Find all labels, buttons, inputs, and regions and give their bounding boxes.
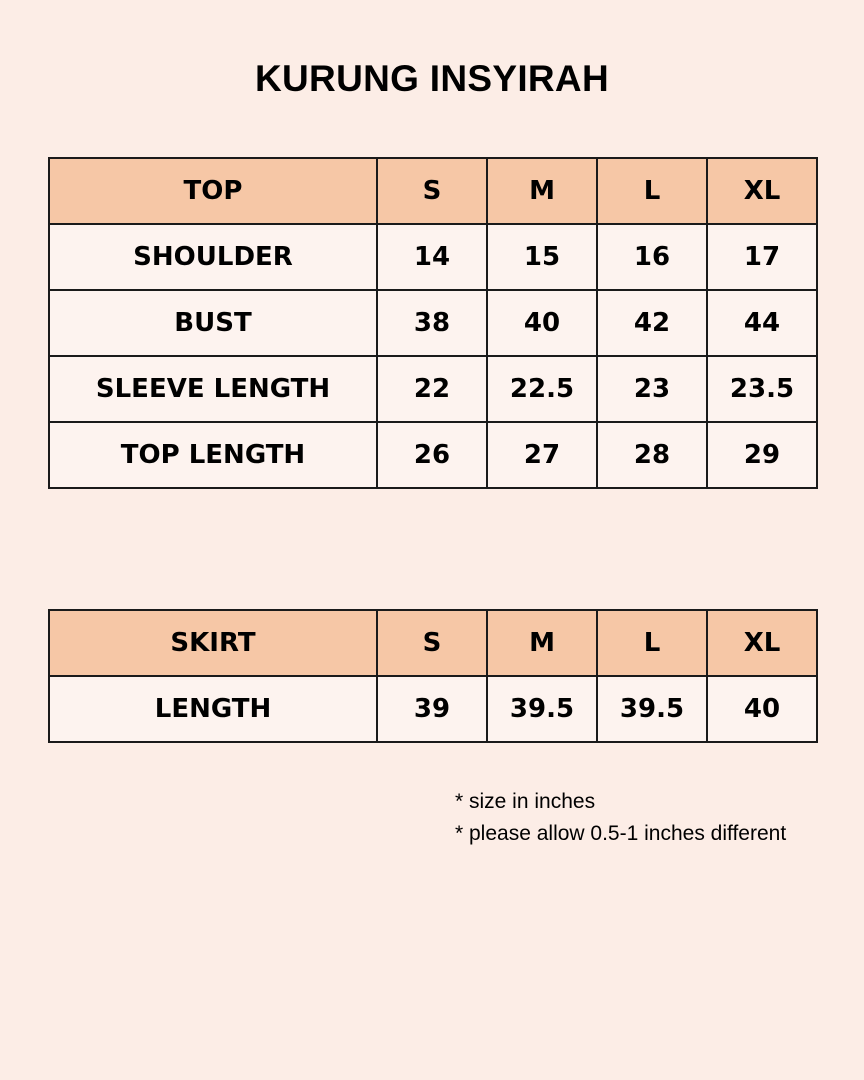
size-value: 26 [377,422,487,488]
measurement-label: BUST [49,290,377,356]
table-row [49,676,817,742]
table-row [49,224,817,290]
header-label: TOP [49,158,377,224]
size-value: 40 [487,290,597,356]
note-tolerance: * please allow 0.5-1 inches different [455,822,787,845]
size-value: 15 [487,224,597,290]
table-header-row [49,158,817,224]
note-units: * size in inches [455,790,596,813]
size-value: 14 [377,224,487,290]
size-value: 42 [597,290,707,356]
measurement-label: SHOULDER [49,224,377,290]
size-value: 39.5 [597,676,707,742]
size-notes [455,786,786,850]
size-value: 40 [707,676,817,742]
measurement-label: TOP LENGTH [49,422,377,488]
header-size-s: S [377,158,487,224]
table-header-row [49,610,817,676]
header-label: SKIRT [49,610,377,676]
size-value: 44 [707,290,817,356]
header-size-l: L [597,158,707,224]
header-size-m: M [487,158,597,224]
top-size-table [48,157,818,489]
size-value: 16 [597,224,707,290]
size-value: 39 [377,676,487,742]
measurement-label: LENGTH [49,676,377,742]
size-value: 27 [487,422,597,488]
skirt-size-table [48,609,818,743]
chart-title: KURUNG INSYIRAH [255,58,609,99]
header-size-m: M [487,610,597,676]
header-size-xl: XL [707,610,817,676]
header-size-xl: XL [707,158,817,224]
size-value: 23.5 [707,356,817,422]
size-value: 17 [707,224,817,290]
measurement-label: SLEEVE LENGTH [49,356,377,422]
size-value: 38 [377,290,487,356]
table-row [49,290,817,356]
size-value: 28 [597,422,707,488]
header-size-l: L [597,610,707,676]
size-value: 29 [707,422,817,488]
table-row [49,422,817,488]
header-size-s: S [377,610,487,676]
table-row [49,356,817,422]
size-value: 22.5 [487,356,597,422]
size-value: 39.5 [487,676,597,742]
size-value: 22 [377,356,487,422]
size-value: 23 [597,356,707,422]
